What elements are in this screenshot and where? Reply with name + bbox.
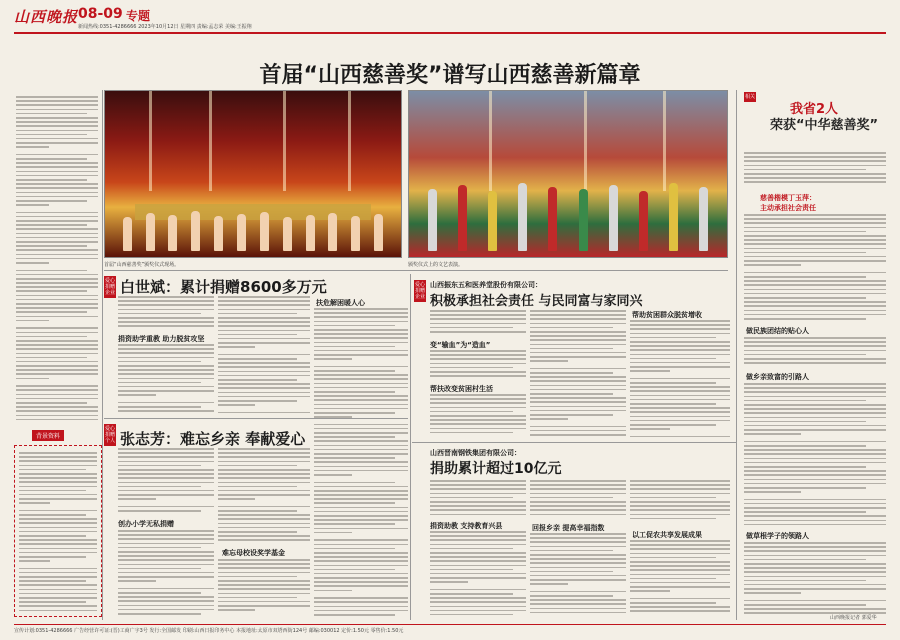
divider-v1: [102, 90, 103, 620]
article-1-sub: 捐资助学重教 助力脱贫攻坚: [118, 335, 205, 343]
b2-text-a: [430, 480, 526, 518]
related-sub-3: 做民族团结的贴心人: [746, 327, 809, 335]
article-1-title: 白世斌：累计捐赠8600多万元: [120, 278, 327, 296]
related-text-4: [744, 542, 886, 614]
related-sub-5: 做草根学子的领路人: [746, 532, 809, 540]
tag-enterprise-2: 爱心捐赠企业: [414, 282, 425, 300]
article-2-sub-1: 创办小学无私捐赠: [118, 520, 174, 528]
b2-sub-1: 捐资助教 支持教育兴县: [430, 522, 503, 530]
background-box-label: 背景资料: [32, 430, 64, 441]
article-2-title: 张志芳：难忘乡亲 奉献爱心: [120, 430, 306, 448]
performance-photo: [408, 90, 728, 258]
b1-text-c: [430, 394, 526, 438]
divider-v3: [410, 274, 411, 620]
b1-sub-2: 帮扶改变贫困村生活: [430, 385, 493, 393]
b2-company: 山西晋南钢铁集团有限公司：: [430, 449, 521, 457]
b2-text-b: [430, 531, 526, 615]
article-2-text-d: [218, 559, 310, 616]
related-text-2: [744, 337, 886, 367]
divider-h2: [412, 442, 736, 443]
b1-company: 山西振东五和医养堂股份有限公司：: [430, 281, 542, 289]
b1-text-e: [630, 320, 730, 438]
tag-individual-1: 爱心捐赠个人: [104, 426, 115, 444]
related-title: [760, 98, 888, 148]
section-name: 专题: [126, 9, 151, 23]
article-1-text-a: [118, 296, 214, 332]
article-1-text-b: [118, 344, 214, 414]
b1-text-b: [430, 350, 526, 380]
divider-h1: [104, 270, 728, 271]
page-header: [14, 6, 886, 34]
b2-text-d: [530, 533, 626, 615]
award-ceremony-photo: [104, 90, 402, 258]
related-sub-1: 慈善楷模丁玉萍：: [760, 194, 816, 202]
related-sub-2: 主动承担社会责任: [760, 204, 816, 212]
article-2-text-a: [118, 448, 214, 514]
editor-credit: 山西晚报记者 郭爱华: [830, 615, 877, 621]
main-headline: 首届“山西慈善奖”谱写山西慈善新篇章: [259, 63, 641, 88]
header-meta: 新闻热线:0351-4286666 2023年10月12日 星期四 责编:孟志荣 美编:王振翔: [78, 24, 252, 30]
related-text-3: [744, 383, 886, 527]
divider-v2: [736, 90, 737, 620]
related-title-line2: 荣获“中华慈善奖”: [770, 118, 879, 133]
background-text: [19, 452, 97, 612]
page-number: 08-09: [78, 6, 123, 22]
tag-enterprise-1: 爱心捐赠企业: [104, 278, 115, 296]
b2-text-c: [530, 480, 626, 520]
b1-sub-1: 变“输血”为“造血”: [430, 341, 491, 349]
b2-text-f: [630, 540, 730, 615]
related-sub-4: 做乡亲致富的引路人: [746, 373, 809, 381]
b1-sub-3: 帮助贫困群众脱贫增收: [632, 311, 702, 319]
photo-caption-1: 首届“山西慈善奖”颁奖仪式现场。: [104, 262, 180, 268]
b1-title: 积极承担社会责任 与民同富与家同兴: [430, 294, 643, 309]
article-2-text-c: [218, 448, 310, 544]
article-2-text-b: [118, 530, 214, 616]
page-footer: 宣传计划:0351-4286666 广告经营许可证:(晋)工商广字3号 发行:全国邮发 印刷:山西日报印务中心 本报地址:太原市双塔西街124号 邮编:030012 定价:1.50元 零售价:1.50元: [14, 624, 886, 634]
related-tag: 相关: [744, 94, 755, 100]
b2-title: 捐助累计超过10亿元: [430, 461, 562, 477]
mid-text: [314, 308, 408, 616]
related-text-1: [744, 214, 886, 322]
b1-text-d: [530, 310, 626, 438]
related-title-line1: 我省2人: [790, 102, 839, 117]
b2-sub-2: 回报乡亲 提高幸福指数: [532, 524, 605, 532]
article-1-text-c: [218, 296, 310, 414]
newspaper-logo: 山西晚报: [14, 8, 79, 26]
b1-text-a: [430, 310, 526, 336]
related-intro-text: [744, 152, 886, 186]
b2-sub-3: 以工促农共享发展成果: [632, 531, 702, 539]
intro-text: [16, 96, 98, 422]
photo-caption-2: 颁奖仪式上的文艺表演。: [408, 262, 464, 268]
background-box: [14, 445, 102, 617]
mid-sub: 扶危解困暖人心: [316, 299, 365, 307]
article-2-sub-2: 难忘母校设奖学基金: [222, 549, 285, 557]
b2-text-e: [630, 480, 730, 526]
